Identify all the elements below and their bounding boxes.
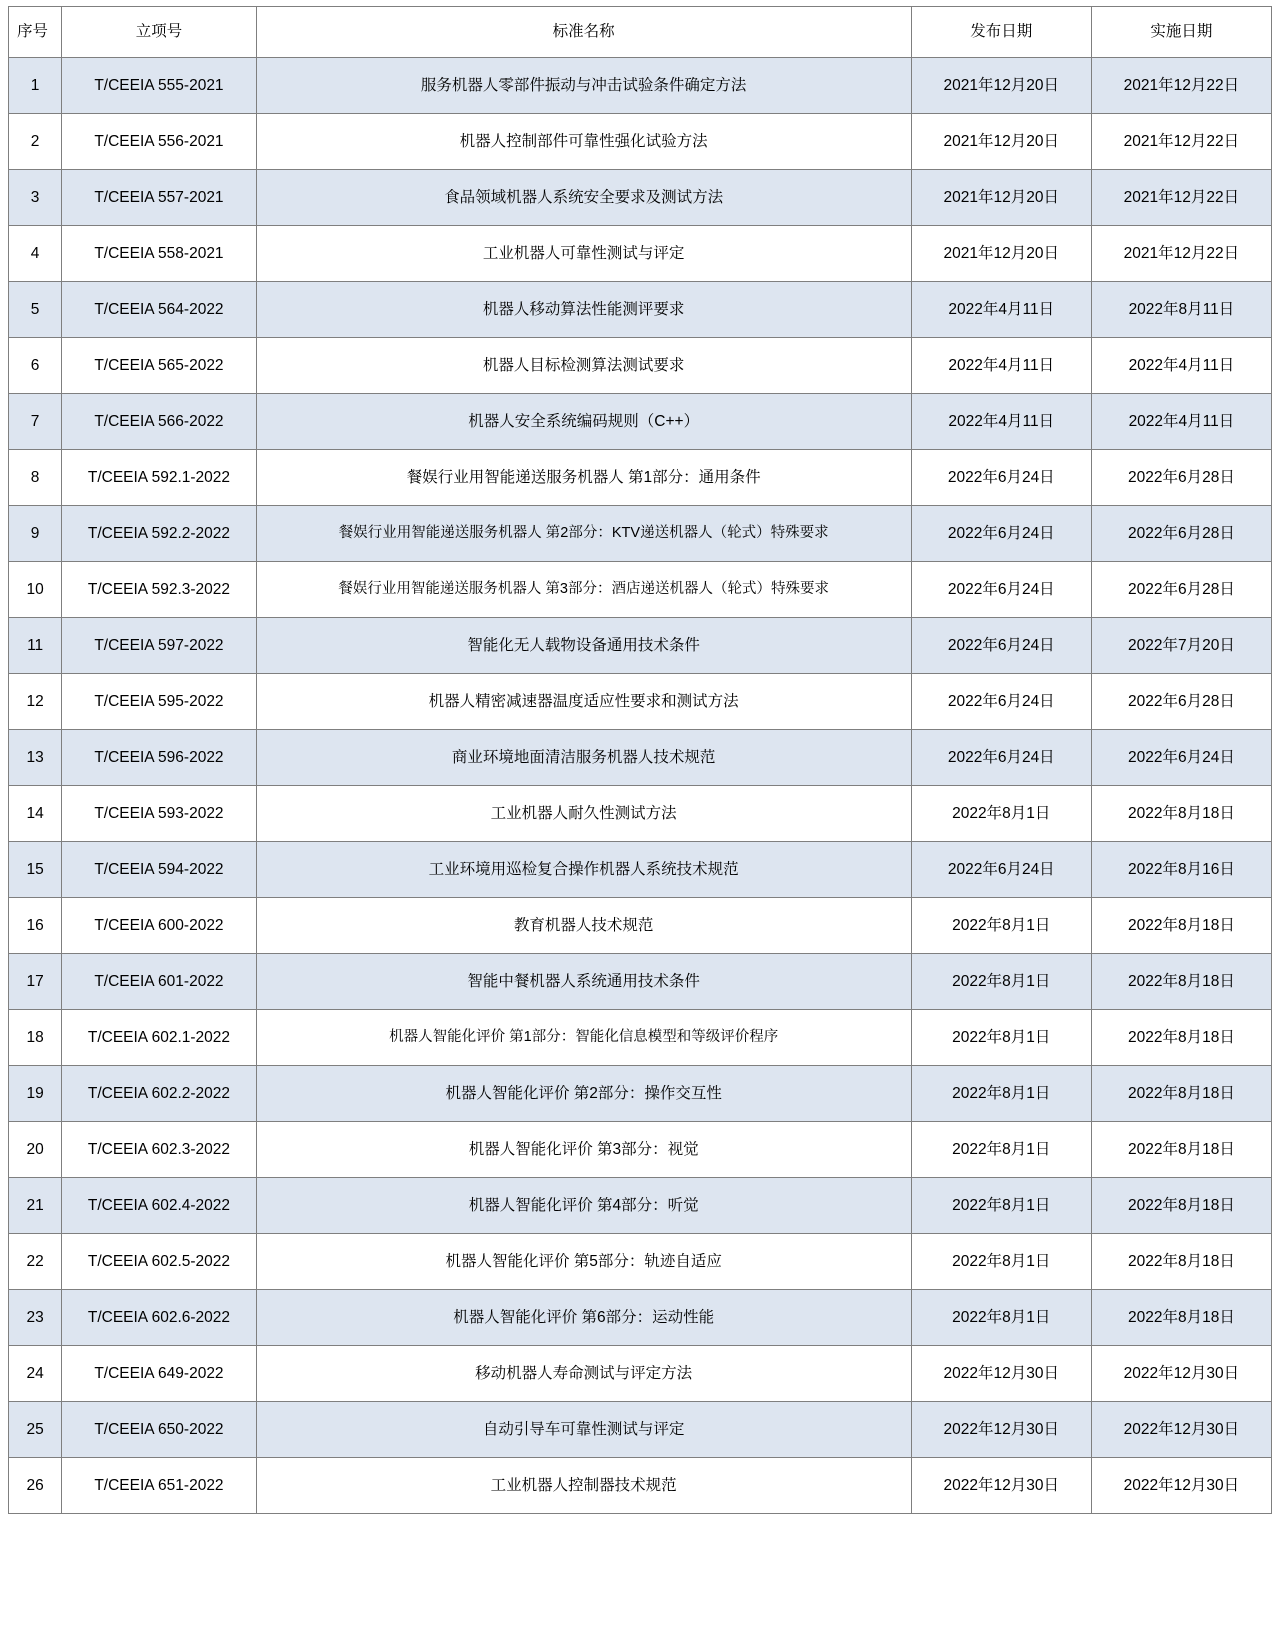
table-row bbox=[9, 170, 1272, 226]
cell-publish-date: 2022年6月24日 bbox=[911, 450, 1091, 506]
cell-effective-date: 2022年6月28日 bbox=[1091, 450, 1271, 506]
cell-standard-name: 机器人智能化评价 第1部分：智能化信息模型和等级评价程序 bbox=[256, 1010, 911, 1066]
cell-project-code: T/CEEIA 556-2021 bbox=[62, 114, 256, 170]
cell-sequence: 2 bbox=[9, 114, 62, 170]
cell-project-code: T/CEEIA 557-2021 bbox=[62, 170, 256, 226]
cell-project-code: T/CEEIA 602.1-2022 bbox=[62, 1010, 256, 1066]
cell-publish-date: 2022年6月24日 bbox=[911, 674, 1091, 730]
table-row bbox=[9, 1066, 1272, 1122]
cell-publish-date: 2022年6月24日 bbox=[911, 506, 1091, 562]
table-row bbox=[9, 562, 1272, 618]
cell-publish-date: 2021年12月20日 bbox=[911, 58, 1091, 114]
table-row bbox=[9, 226, 1272, 282]
cell-publish-date: 2022年8月1日 bbox=[911, 1178, 1091, 1234]
cell-effective-date: 2022年6月28日 bbox=[1091, 674, 1271, 730]
cell-sequence: 1 bbox=[9, 58, 62, 114]
cell-project-code: T/CEEIA 566-2022 bbox=[62, 394, 256, 450]
cell-publish-date: 2022年6月24日 bbox=[911, 562, 1091, 618]
cell-standard-name: 机器人智能化评价 第3部分：视觉 bbox=[256, 1122, 911, 1178]
cell-effective-date: 2022年8月18日 bbox=[1091, 1010, 1271, 1066]
table-row bbox=[9, 842, 1272, 898]
cell-publish-date: 2022年8月1日 bbox=[911, 1066, 1091, 1122]
cell-sequence: 8 bbox=[9, 450, 62, 506]
cell-sequence: 11 bbox=[9, 618, 62, 674]
cell-publish-date: 2022年4月11日 bbox=[911, 282, 1091, 338]
table-row bbox=[9, 506, 1272, 562]
cell-standard-name: 机器人智能化评价 第2部分：操作交互性 bbox=[256, 1066, 911, 1122]
cell-project-code: T/CEEIA 600-2022 bbox=[62, 898, 256, 954]
cell-sequence: 23 bbox=[9, 1290, 62, 1346]
cell-project-code: T/CEEIA 650-2022 bbox=[62, 1402, 256, 1458]
cell-standard-name: 工业机器人可靠性测试与评定 bbox=[256, 226, 911, 282]
cell-project-code: T/CEEIA 595-2022 bbox=[62, 674, 256, 730]
cell-sequence: 24 bbox=[9, 1346, 62, 1402]
table-body bbox=[9, 58, 1272, 1514]
cell-project-code: T/CEEIA 602.5-2022 bbox=[62, 1234, 256, 1290]
cell-sequence: 13 bbox=[9, 730, 62, 786]
cell-effective-date: 2021年12月22日 bbox=[1091, 114, 1271, 170]
cell-sequence: 21 bbox=[9, 1178, 62, 1234]
cell-project-code: T/CEEIA 651-2022 bbox=[62, 1458, 256, 1514]
cell-publish-date: 2022年8月1日 bbox=[911, 954, 1091, 1010]
cell-publish-date: 2022年6月24日 bbox=[911, 730, 1091, 786]
table-row bbox=[9, 1122, 1272, 1178]
table-row bbox=[9, 58, 1272, 114]
table-row bbox=[9, 1458, 1272, 1514]
cell-sequence: 25 bbox=[9, 1402, 62, 1458]
cell-standard-name: 机器人目标检测算法测试要求 bbox=[256, 338, 911, 394]
cell-project-code: T/CEEIA 558-2021 bbox=[62, 226, 256, 282]
cell-effective-date: 2022年8月18日 bbox=[1091, 786, 1271, 842]
cell-effective-date: 2022年4月11日 bbox=[1091, 394, 1271, 450]
cell-standard-name: 工业机器人控制器技术规范 bbox=[256, 1458, 911, 1514]
cell-effective-date: 2022年8月18日 bbox=[1091, 1290, 1271, 1346]
cell-publish-date: 2022年8月1日 bbox=[911, 786, 1091, 842]
cell-sequence: 17 bbox=[9, 954, 62, 1010]
cell-project-code: T/CEEIA 565-2022 bbox=[62, 338, 256, 394]
column-header-code: 立项号 bbox=[62, 7, 256, 58]
cell-sequence: 9 bbox=[9, 506, 62, 562]
table-row bbox=[9, 1346, 1272, 1402]
table-row bbox=[9, 282, 1272, 338]
cell-project-code: T/CEEIA 649-2022 bbox=[62, 1346, 256, 1402]
table-header-row bbox=[9, 7, 1272, 58]
cell-effective-date: 2022年6月24日 bbox=[1091, 730, 1271, 786]
cell-project-code: T/CEEIA 555-2021 bbox=[62, 58, 256, 114]
cell-standard-name: 教育机器人技术规范 bbox=[256, 898, 911, 954]
cell-publish-date: 2022年8月1日 bbox=[911, 1290, 1091, 1346]
table-row bbox=[9, 618, 1272, 674]
table-row bbox=[9, 1178, 1272, 1234]
cell-project-code: T/CEEIA 593-2022 bbox=[62, 786, 256, 842]
table-row bbox=[9, 450, 1272, 506]
table-row bbox=[9, 1402, 1272, 1458]
cell-sequence: 22 bbox=[9, 1234, 62, 1290]
cell-effective-date: 2022年8月16日 bbox=[1091, 842, 1271, 898]
cell-standard-name: 工业机器人耐久性测试方法 bbox=[256, 786, 911, 842]
cell-standard-name: 机器人移动算法性能测评要求 bbox=[256, 282, 911, 338]
table-row bbox=[9, 898, 1272, 954]
table-row bbox=[9, 954, 1272, 1010]
cell-sequence: 26 bbox=[9, 1458, 62, 1514]
cell-effective-date: 2022年7月20日 bbox=[1091, 618, 1271, 674]
cell-project-code: T/CEEIA 602.6-2022 bbox=[62, 1290, 256, 1346]
cell-project-code: T/CEEIA 564-2022 bbox=[62, 282, 256, 338]
column-header-effective-date: 实施日期 bbox=[1091, 7, 1271, 58]
cell-publish-date: 2022年8月1日 bbox=[911, 1010, 1091, 1066]
cell-publish-date: 2022年6月24日 bbox=[911, 842, 1091, 898]
cell-project-code: T/CEEIA 592.2-2022 bbox=[62, 506, 256, 562]
cell-project-code: T/CEEIA 594-2022 bbox=[62, 842, 256, 898]
standards-table bbox=[8, 6, 1272, 1514]
cell-sequence: 4 bbox=[9, 226, 62, 282]
table-header bbox=[9, 7, 1272, 58]
cell-publish-date: 2022年4月11日 bbox=[911, 338, 1091, 394]
column-header-publish-date: 发布日期 bbox=[911, 7, 1091, 58]
cell-sequence: 3 bbox=[9, 170, 62, 226]
cell-publish-date: 2022年12月30日 bbox=[911, 1458, 1091, 1514]
cell-project-code: T/CEEIA 596-2022 bbox=[62, 730, 256, 786]
cell-standard-name: 机器人控制部件可靠性强化试验方法 bbox=[256, 114, 911, 170]
cell-publish-date: 2022年12月30日 bbox=[911, 1402, 1091, 1458]
cell-standard-name: 机器人安全系统编码规则（C++） bbox=[256, 394, 911, 450]
cell-sequence: 20 bbox=[9, 1122, 62, 1178]
cell-sequence: 10 bbox=[9, 562, 62, 618]
cell-publish-date: 2021年12月20日 bbox=[911, 226, 1091, 282]
cell-standard-name: 餐娱行业用智能递送服务机器人 第1部分：通用条件 bbox=[256, 450, 911, 506]
cell-sequence: 16 bbox=[9, 898, 62, 954]
cell-standard-name: 机器人智能化评价 第4部分：听觉 bbox=[256, 1178, 911, 1234]
table-row bbox=[9, 786, 1272, 842]
cell-publish-date: 2022年8月1日 bbox=[911, 1122, 1091, 1178]
cell-effective-date: 2022年12月30日 bbox=[1091, 1402, 1271, 1458]
table-row bbox=[9, 730, 1272, 786]
cell-sequence: 7 bbox=[9, 394, 62, 450]
cell-standard-name: 机器人智能化评价 第6部分：运动性能 bbox=[256, 1290, 911, 1346]
cell-publish-date: 2022年4月11日 bbox=[911, 394, 1091, 450]
table-row bbox=[9, 1290, 1272, 1346]
cell-project-code: T/CEEIA 602.4-2022 bbox=[62, 1178, 256, 1234]
cell-effective-date: 2022年12月30日 bbox=[1091, 1346, 1271, 1402]
cell-effective-date: 2022年8月18日 bbox=[1091, 1122, 1271, 1178]
table-row bbox=[9, 114, 1272, 170]
cell-effective-date: 2021年12月22日 bbox=[1091, 226, 1271, 282]
cell-standard-name: 服务机器人零部件振动与冲击试验条件确定方法 bbox=[256, 58, 911, 114]
cell-standard-name: 食品领域机器人系统安全要求及测试方法 bbox=[256, 170, 911, 226]
cell-standard-name: 餐娱行业用智能递送服务机器人 第3部分：酒店递送机器人（轮式）特殊要求 bbox=[256, 562, 911, 618]
cell-sequence: 6 bbox=[9, 338, 62, 394]
table-row bbox=[9, 1010, 1272, 1066]
cell-standard-name: 工业环境用巡检复合操作机器人系统技术规范 bbox=[256, 842, 911, 898]
cell-effective-date: 2022年8月11日 bbox=[1091, 282, 1271, 338]
cell-publish-date: 2022年12月30日 bbox=[911, 1346, 1091, 1402]
cell-standard-name: 餐娱行业用智能递送服务机器人 第2部分：KTV递送机器人（轮式）特殊要求 bbox=[256, 506, 911, 562]
cell-project-code: T/CEEIA 597-2022 bbox=[62, 618, 256, 674]
cell-standard-name: 自动引导车可靠性测试与评定 bbox=[256, 1402, 911, 1458]
cell-effective-date: 2022年8月18日 bbox=[1091, 1178, 1271, 1234]
table-row bbox=[9, 674, 1272, 730]
cell-effective-date: 2022年4月11日 bbox=[1091, 338, 1271, 394]
cell-sequence: 19 bbox=[9, 1066, 62, 1122]
cell-project-code: T/CEEIA 601-2022 bbox=[62, 954, 256, 1010]
cell-effective-date: 2022年6月28日 bbox=[1091, 562, 1271, 618]
cell-effective-date: 2022年12月30日 bbox=[1091, 1458, 1271, 1514]
cell-sequence: 18 bbox=[9, 1010, 62, 1066]
cell-effective-date: 2022年8月18日 bbox=[1091, 1066, 1271, 1122]
table-row bbox=[9, 338, 1272, 394]
cell-publish-date: 2022年6月24日 bbox=[911, 618, 1091, 674]
cell-effective-date: 2022年8月18日 bbox=[1091, 898, 1271, 954]
cell-standard-name: 机器人智能化评价 第5部分：轨迹自适应 bbox=[256, 1234, 911, 1290]
cell-effective-date: 2022年8月18日 bbox=[1091, 1234, 1271, 1290]
cell-standard-name: 智能化无人载物设备通用技术条件 bbox=[256, 618, 911, 674]
cell-publish-date: 2022年8月1日 bbox=[911, 898, 1091, 954]
cell-publish-date: 2022年8月1日 bbox=[911, 1234, 1091, 1290]
cell-effective-date: 2022年8月18日 bbox=[1091, 954, 1271, 1010]
cell-effective-date: 2021年12月22日 bbox=[1091, 170, 1271, 226]
cell-project-code: T/CEEIA 592.3-2022 bbox=[62, 562, 256, 618]
cell-standard-name: 移动机器人寿命测试与评定方法 bbox=[256, 1346, 911, 1402]
cell-publish-date: 2021年12月20日 bbox=[911, 114, 1091, 170]
cell-project-code: T/CEEIA 602.3-2022 bbox=[62, 1122, 256, 1178]
cell-effective-date: 2022年6月28日 bbox=[1091, 506, 1271, 562]
cell-standard-name: 商业环境地面清洁服务机器人技术规范 bbox=[256, 730, 911, 786]
cell-standard-name: 机器人精密减速器温度适应性要求和测试方法 bbox=[256, 674, 911, 730]
cell-project-code: T/CEEIA 592.1-2022 bbox=[62, 450, 256, 506]
cell-publish-date: 2021年12月20日 bbox=[911, 170, 1091, 226]
cell-sequence: 14 bbox=[9, 786, 62, 842]
cell-sequence: 5 bbox=[9, 282, 62, 338]
cell-project-code: T/CEEIA 602.2-2022 bbox=[62, 1066, 256, 1122]
table-row bbox=[9, 394, 1272, 450]
cell-standard-name: 智能中餐机器人系统通用技术条件 bbox=[256, 954, 911, 1010]
column-header-seq: 序号 bbox=[9, 7, 62, 58]
table-row bbox=[9, 1234, 1272, 1290]
cell-effective-date: 2021年12月22日 bbox=[1091, 58, 1271, 114]
column-header-name: 标准名称 bbox=[256, 7, 911, 58]
cell-sequence: 12 bbox=[9, 674, 62, 730]
cell-sequence: 15 bbox=[9, 842, 62, 898]
